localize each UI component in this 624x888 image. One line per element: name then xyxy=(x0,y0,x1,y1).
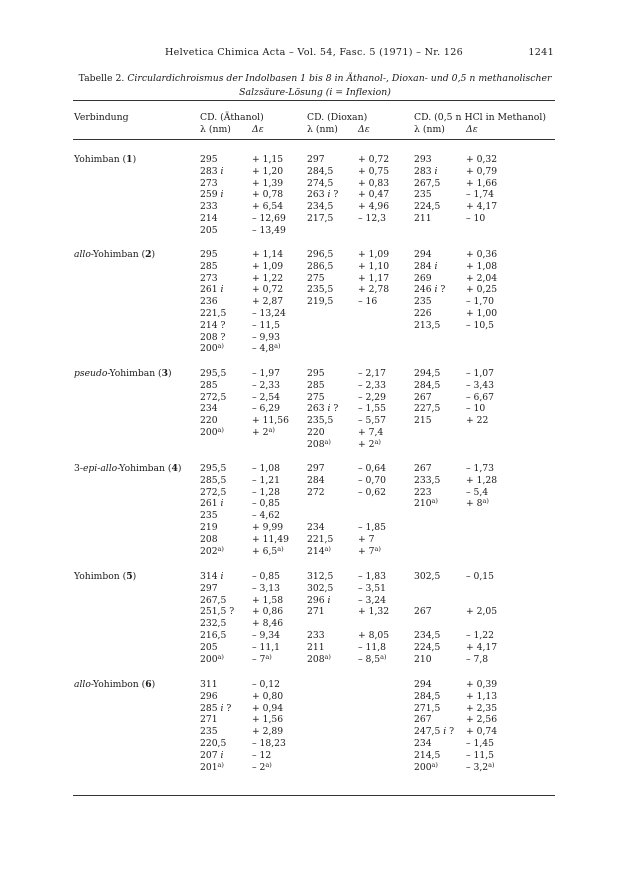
cell-lambda-ethanol: 285 i ? xyxy=(200,702,232,714)
cell-delta-hcl: + 0,32 xyxy=(466,154,498,165)
cell-delta-hcl: – 3,43 xyxy=(466,379,494,391)
cell-delta-hcl: + 1,13 xyxy=(466,690,498,702)
cell-lambda-ethanol: 297 xyxy=(200,582,218,594)
cell-delta-ethanol: + 1,58 xyxy=(252,594,284,606)
cell-delta-ethanol: – 1,28 xyxy=(252,486,280,498)
cell-lambda-dioxan: 233 xyxy=(307,630,325,641)
cell-lambda-ethanol: 221,5 xyxy=(200,308,227,319)
cell-delta-hcl: + 1,28 xyxy=(466,474,498,486)
cell-lambda-ethanol: 273 xyxy=(200,177,218,189)
table-bottom-rule xyxy=(73,795,555,796)
caption-text-2: Salzsäure-Lösung (i = Inflexion) xyxy=(239,87,391,98)
cell-delta-dioxan: – 1,83 xyxy=(358,571,386,582)
cell-delta-dioxan: – 12,3 xyxy=(358,213,386,224)
cell-lambda-dioxan: 312,5 xyxy=(307,571,334,582)
cell-delta-hcl: + 1,08 xyxy=(466,260,498,272)
cell-lambda-hcl: 214,5 xyxy=(414,749,441,761)
cell-delta-ethanol: + 1,14 xyxy=(252,249,284,260)
cell-lambda-ethanol: 236 xyxy=(200,296,218,308)
cell-delta-ethanol: – 2$^{a)}$ xyxy=(252,760,272,773)
cell-lambda-dioxan: 297 xyxy=(307,463,325,474)
cell-lambda-ethanol: 219 xyxy=(200,522,218,533)
cell-delta-dioxan: – 16 xyxy=(358,296,378,308)
cell-delta-hcl: + 2,04 xyxy=(466,272,498,284)
cell-delta-dioxan: – 0,70 xyxy=(358,474,386,486)
cell-delta-ethanol: + 11,49 xyxy=(252,533,289,545)
caption-line-1 xyxy=(74,72,556,86)
cell-lambda-ethanol: 205 xyxy=(200,641,218,653)
cell-delta-ethanol: + 2,89 xyxy=(252,726,284,738)
cell-delta-ethanol: – 9,93 xyxy=(252,331,280,343)
cell-lambda-hcl: 267 xyxy=(414,463,432,474)
cell-lambda-hcl: 224,5 xyxy=(414,201,441,213)
cell-lambda-hcl: 294,5 xyxy=(414,368,441,379)
cell-lambda-ethanol: 285 xyxy=(200,260,218,272)
cell-lambda-dioxan: 284 xyxy=(307,474,325,486)
cell-delta-ethanol: + 9,99 xyxy=(252,522,284,533)
cell-lambda-ethanol: 267,5 xyxy=(200,594,227,606)
cell-delta-hcl: – 1,07 xyxy=(466,368,494,379)
column-header-ethanol: CD. (Äthanol) xyxy=(200,112,264,123)
cell-delta-ethanol: – 1,08 xyxy=(252,463,280,474)
cell-lambda-hcl: 293 xyxy=(414,154,432,165)
cell-delta-hcl: + 0,79 xyxy=(466,165,498,177)
cell-lambda-hcl: 223 xyxy=(414,486,432,498)
cell-delta-ethanol: – 13,49 xyxy=(252,224,286,236)
cell-lambda-hcl: 284,5 xyxy=(414,690,441,702)
cell-lambda-ethanol: 220 xyxy=(200,415,218,427)
cell-lambda-dioxan: 211 xyxy=(307,641,325,653)
cell-delta-hcl: + 1,00 xyxy=(466,308,498,319)
cell-delta-ethanol: – 4,62 xyxy=(252,510,280,522)
cell-delta-ethanol: + 0,72 xyxy=(252,284,284,296)
cell-delta-hcl: + 22 xyxy=(466,415,489,427)
caption-line-2 xyxy=(74,86,556,100)
cell-delta-ethanol: + 1,20 xyxy=(252,165,284,177)
cell-lambda-ethanol: 214 ? xyxy=(200,319,226,331)
cell-lambda-ethanol: 208 xyxy=(200,533,218,545)
cell-delta-hcl: – 10 xyxy=(466,213,486,224)
cell-lambda-ethanol: 233 xyxy=(200,201,218,213)
cell-lambda-ethanol: 235 xyxy=(200,510,218,522)
cell-lambda-hcl: 267 xyxy=(414,714,432,726)
cell-lambda-hcl: 269 xyxy=(414,272,432,284)
cell-lambda-ethanol: 272,5 xyxy=(200,486,227,498)
running-head: Helvetica Chimica Acta – Vol. 54, Fasc. 5 (1971) – Nr. 126 xyxy=(164,47,464,58)
cell-lambda-ethanol: 261 i xyxy=(200,284,224,296)
cell-delta-hcl: – 6,67 xyxy=(466,391,494,403)
cell-delta-dioxan: – 2,33 xyxy=(358,379,386,391)
cell-delta-dioxan: + 7 xyxy=(358,533,375,545)
cell-delta-hcl: + $8^{a)}$ xyxy=(466,497,489,510)
cell-lambda-hcl: 233,5 xyxy=(414,474,441,486)
cell-lambda-ethanol: 295,5 xyxy=(200,463,227,474)
cell-lambda-hcl: 200$^{a)}$ xyxy=(414,760,438,773)
cell-lambda-hcl: 235 xyxy=(414,189,432,201)
cell-lambda-hcl: 213,5 xyxy=(414,319,441,331)
cell-lambda-dioxan: 296,5 xyxy=(307,249,334,260)
cell-lambda-ethanol: 311 xyxy=(200,679,218,690)
cell-delta-ethanol: + 0,78 xyxy=(252,189,284,201)
cell-delta-hcl: – 5,4 xyxy=(466,486,489,498)
cell-lambda-hcl: 294 xyxy=(414,249,432,260)
cell-delta-ethanol: – 7$^{a)}$ xyxy=(252,652,272,665)
cell-lambda-hcl: 302,5 xyxy=(414,571,441,582)
cell-lambda-ethanol: 296 xyxy=(200,690,218,702)
cell-delta-dioxan: – 5,57 xyxy=(358,415,386,427)
cell-lambda-hcl: 210 xyxy=(414,653,432,665)
subheader-delta-ethanol: Δε xyxy=(252,124,264,135)
cell-delta-hcl: – 1,74 xyxy=(466,189,494,201)
cell-delta-hcl: – 1,22 xyxy=(466,630,494,641)
cell-delta-ethanol: + 0,94 xyxy=(252,702,284,714)
subheader-lambda-dioxan: λ (nm) xyxy=(307,124,338,135)
cell-delta-hcl: – 7,8 xyxy=(466,653,489,665)
cell-lambda-dioxan: 284,5 xyxy=(307,165,334,177)
cell-lambda-dioxan: 219,5 xyxy=(307,296,334,308)
table-header-rule xyxy=(73,139,555,140)
cell-lambda-ethanol: 272,5 xyxy=(200,391,227,403)
cell-delta-ethanol: – 6,29 xyxy=(252,403,280,415)
cell-lambda-dioxan: 220 xyxy=(307,427,325,438)
cell-delta-ethanol: + 1,15 xyxy=(252,154,284,165)
cell-lambda-hcl: 211 xyxy=(414,213,432,224)
cell-lambda-ethanol: 207 i xyxy=(200,749,224,761)
cell-delta-ethanol: + 0,80 xyxy=(252,690,284,702)
cell-lambda-hcl: 226 xyxy=(414,308,432,319)
compound-name: pseudo-Yohimban (3) xyxy=(74,368,172,379)
cell-delta-hcl: + 2,35 xyxy=(466,702,498,714)
column-header-hcl: CD. (0,5 n HCl in Methanol) xyxy=(414,112,546,123)
cell-delta-ethanol: + 2,87 xyxy=(252,296,284,308)
cell-lambda-ethanol: 259 i xyxy=(200,189,224,201)
cell-lambda-hcl: 234,5 xyxy=(414,630,441,641)
compound-name: allo-Yohimban (2) xyxy=(74,249,156,260)
cell-lambda-ethanol: 202$^{a)}$ xyxy=(200,544,224,557)
subheader-delta-hcl: Δε xyxy=(466,124,478,135)
cell-delta-ethanol: – 2,33 xyxy=(252,379,280,391)
cell-delta-dioxan: – 0,64 xyxy=(358,463,386,474)
cell-delta-dioxan: – 3,24 xyxy=(358,594,386,606)
cell-lambda-dioxan: 285 xyxy=(307,379,325,391)
compound-name: Yohimbon (5) xyxy=(74,571,137,582)
cell-lambda-ethanol: 208 ? xyxy=(200,331,226,343)
cell-lambda-ethanol: 200$^{a)}$ xyxy=(200,652,224,665)
compound-name: Yohimban (1) xyxy=(74,154,137,165)
cell-delta-dioxan: + 2,78 xyxy=(358,284,390,296)
cell-lambda-ethanol: 205 xyxy=(200,224,218,236)
subheader-lambda-ethanol: λ (nm) xyxy=(200,124,231,135)
cell-delta-hcl: + 2,05 xyxy=(466,606,498,618)
cell-lambda-dioxan: 296 i xyxy=(307,594,331,606)
cell-lambda-ethanol: 261 i xyxy=(200,498,224,510)
cell-delta-ethanol: – 11,5 xyxy=(252,319,280,331)
cell-delta-dioxan: + 1,32 xyxy=(358,606,390,618)
cell-delta-hcl: + 4,17 xyxy=(466,201,498,213)
cell-lambda-hcl: 234 xyxy=(414,738,432,749)
cell-lambda-hcl: 224,5 xyxy=(414,641,441,653)
cell-lambda-ethanol: 220,5 xyxy=(200,738,227,749)
cell-lambda-ethanol: 200$^{a)}$ xyxy=(200,426,224,438)
cell-delta-ethanol: – 13,24 xyxy=(252,308,286,319)
caption-text: Circulardichroismus der Indolbasen 1 bis 8 in Äthanol-, Dioxan- und 0,5 n methanolischer xyxy=(127,73,552,84)
cell-lambda-ethanol: 201$^{a)}$ xyxy=(200,760,224,773)
cell-delta-dioxan: + 0,47 xyxy=(358,189,390,201)
cell-delta-dioxan: + 4,96 xyxy=(358,201,390,213)
cell-delta-dioxan: + 8,05 xyxy=(358,630,390,641)
subheader-lambda-hcl: λ (nm) xyxy=(414,124,445,135)
cell-lambda-dioxan: 221,5 xyxy=(307,533,334,545)
cell-lambda-hcl: 267 xyxy=(414,606,432,618)
cell-delta-dioxan: + 0,83 xyxy=(358,177,390,189)
cell-lambda-hcl: 246 i ? xyxy=(414,284,446,296)
cell-delta-ethanol: – 2,54 xyxy=(252,391,280,403)
cell-lambda-dioxan: 275 xyxy=(307,272,325,284)
cell-lambda-dioxan: 286,5 xyxy=(307,260,334,272)
page-number: 1241 xyxy=(528,47,554,58)
cell-lambda-ethanol: 232,5 xyxy=(200,618,227,630)
cell-delta-hcl: – 3,2$^{a)}$ xyxy=(466,760,495,773)
compound-name: 3-epi-allo-Yohimban (4) xyxy=(74,463,182,474)
cell-delta-dioxan: + 0,72 xyxy=(358,154,390,165)
cell-delta-ethanol: – 0,85 xyxy=(252,571,280,582)
cell-lambda-ethanol: 273 xyxy=(200,272,218,284)
cell-delta-hcl: – 1,70 xyxy=(466,296,494,308)
cell-lambda-ethanol: 295 xyxy=(200,154,218,165)
cell-delta-dioxan: + 0,75 xyxy=(358,165,390,177)
cell-delta-ethanol: + 8,46 xyxy=(252,618,284,630)
cell-delta-dioxan: + $7^{a)}$ xyxy=(358,544,381,557)
cell-delta-hcl: + 0,74 xyxy=(466,726,498,738)
cell-delta-hcl: – 1,73 xyxy=(466,463,494,474)
cell-delta-dioxan: – 3,51 xyxy=(358,582,386,594)
cell-lambda-hcl: 284,5 xyxy=(414,379,441,391)
cell-delta-dioxan: – 0,62 xyxy=(358,486,386,498)
cell-delta-hcl: + 0,36 xyxy=(466,249,498,260)
column-header-compound: Verbindung xyxy=(74,112,129,123)
cell-delta-hcl: – 1,45 xyxy=(466,738,494,749)
cell-delta-ethanol: + 1,22 xyxy=(252,272,284,284)
cell-lambda-ethanol: 214 xyxy=(200,213,218,224)
cell-lambda-dioxan: 208$^{a)}$ xyxy=(307,652,331,665)
cell-lambda-hcl: 215 xyxy=(414,415,432,427)
cell-delta-hcl: + 4,17 xyxy=(466,641,498,653)
cell-lambda-hcl: 294 xyxy=(414,679,432,690)
cell-delta-hcl: – 10,5 xyxy=(466,319,494,331)
cell-delta-ethanol: – 12,69 xyxy=(252,213,286,224)
cell-lambda-ethanol: 271 xyxy=(200,714,218,726)
cell-delta-ethanol: – 1,21 xyxy=(252,474,280,486)
subheader-delta-dioxan: Δε xyxy=(358,124,370,135)
cell-delta-dioxan: – 2,29 xyxy=(358,391,386,403)
cell-delta-hcl: + 1,66 xyxy=(466,177,498,189)
cell-delta-hcl: – 0,15 xyxy=(466,571,494,582)
cell-delta-ethanol: + 1,56 xyxy=(252,714,284,726)
cell-delta-dioxan: – 11,8 xyxy=(358,641,386,653)
cell-lambda-ethanol: 200$^{a)}$ xyxy=(200,342,224,355)
cell-delta-ethanol: + $2^{a)}$ xyxy=(252,426,275,438)
cell-lambda-dioxan: 272 xyxy=(307,486,325,498)
cell-delta-ethanol: + 11,56 xyxy=(252,415,289,427)
cell-lambda-dioxan: 208$^{a)}$ xyxy=(307,437,331,450)
cell-delta-hcl: + 0,39 xyxy=(466,679,498,690)
cell-delta-hcl: – 10 xyxy=(466,403,486,415)
cell-lambda-hcl: 247,5 i ? xyxy=(414,726,455,738)
cell-delta-dioxan: + 1,17 xyxy=(358,272,390,284)
cell-lambda-dioxan: 263 i ? xyxy=(307,403,339,415)
cell-lambda-ethanol: 285 xyxy=(200,379,218,391)
cell-delta-ethanol: – 3,13 xyxy=(252,582,280,594)
cell-delta-ethanol: – 18,23 xyxy=(252,738,286,749)
cell-lambda-ethanol: 285,5 xyxy=(200,474,227,486)
column-header-dioxan: CD. (Dioxan) xyxy=(307,112,368,123)
cell-lambda-ethanol: 251,5 ? xyxy=(200,606,235,618)
cell-delta-dioxan: + $2^{a)}$ xyxy=(358,437,381,450)
cell-delta-dioxan: + 1,09 xyxy=(358,249,390,260)
cell-delta-ethanol: – 9,34 xyxy=(252,630,280,641)
cell-delta-ethanol: + 6,54 xyxy=(252,201,284,213)
cell-lambda-hcl: 267,5 xyxy=(414,177,441,189)
cell-delta-ethanol: – 12 xyxy=(252,749,272,761)
cell-lambda-dioxan: 302,5 xyxy=(307,582,334,594)
cell-lambda-ethanol: 283 i xyxy=(200,165,224,177)
cell-lambda-dioxan: 275 xyxy=(307,391,325,403)
cell-delta-ethanol: + 1,09 xyxy=(252,260,284,272)
cell-lambda-hcl: 235 xyxy=(414,296,432,308)
cell-lambda-dioxan: 271 xyxy=(307,606,325,618)
cell-lambda-hcl: 227,5 xyxy=(414,403,441,415)
cell-lambda-dioxan: 235,5 xyxy=(307,284,334,296)
cell-delta-ethanol: – 0,85 xyxy=(252,498,280,510)
cell-delta-ethanol: + $6,5^{a)}$ xyxy=(252,544,284,557)
table-caption xyxy=(74,72,556,100)
cell-lambda-dioxan: 297 xyxy=(307,154,325,165)
caption-label: Tabelle 2. xyxy=(78,73,125,84)
cell-lambda-ethanol: 295 xyxy=(200,249,218,260)
cell-lambda-dioxan: 295 xyxy=(307,368,325,379)
cell-delta-ethanol: – 1,97 xyxy=(252,368,280,379)
cell-lambda-dioxan: 234 xyxy=(307,522,325,533)
cell-lambda-ethanol: 235 xyxy=(200,726,218,738)
cell-lambda-hcl: 210$^{a)}$ xyxy=(414,497,438,510)
cell-lambda-ethanol: 295,5 xyxy=(200,368,227,379)
cell-delta-hcl: + 0,25 xyxy=(466,284,498,296)
cell-delta-hcl: + 2,56 xyxy=(466,714,498,726)
cell-lambda-dioxan: 214$^{a)}$ xyxy=(307,544,331,557)
cell-delta-dioxan: – 8,5$^{a)}$ xyxy=(358,652,387,665)
cell-delta-dioxan: – 1,85 xyxy=(358,522,386,533)
cell-delta-ethanol: – 4,8$^{a)}$ xyxy=(252,342,281,355)
cell-delta-ethanol: – 11,1 xyxy=(252,641,280,653)
cell-delta-dioxan: + 7,4 xyxy=(358,427,384,438)
table-top-rule xyxy=(73,100,555,101)
cell-lambda-ethanol: 314 i xyxy=(200,571,224,582)
cell-lambda-ethanol: 216,5 xyxy=(200,630,227,641)
compound-name: allo-Yohimbon (6) xyxy=(74,679,156,690)
running-header xyxy=(74,47,554,61)
cell-lambda-hcl: 283 i xyxy=(414,165,438,177)
cell-lambda-dioxan: 235,5 xyxy=(307,415,334,427)
cell-lambda-hcl: 284 i xyxy=(414,260,438,272)
cell-delta-ethanol: + 0,86 xyxy=(252,606,284,618)
cell-lambda-dioxan: 263 i ? xyxy=(307,189,339,201)
cell-lambda-hcl: 271,5 xyxy=(414,702,441,714)
cell-delta-ethanol: + 1,39 xyxy=(252,177,284,189)
cell-lambda-dioxan: 274,5 xyxy=(307,177,334,189)
cell-lambda-ethanol: 234 xyxy=(200,403,218,415)
cell-delta-dioxan: – 2,17 xyxy=(358,368,386,379)
cell-delta-ethanol: – 0,12 xyxy=(252,679,280,690)
cell-delta-dioxan: – 1,55 xyxy=(358,403,386,415)
cell-delta-hcl: – 11,5 xyxy=(466,749,494,761)
cell-lambda-dioxan: 217,5 xyxy=(307,213,334,224)
cell-lambda-hcl: 267 xyxy=(414,391,432,403)
cell-delta-dioxan: + 1,10 xyxy=(358,260,390,272)
cell-lambda-dioxan: 234,5 xyxy=(307,201,334,213)
